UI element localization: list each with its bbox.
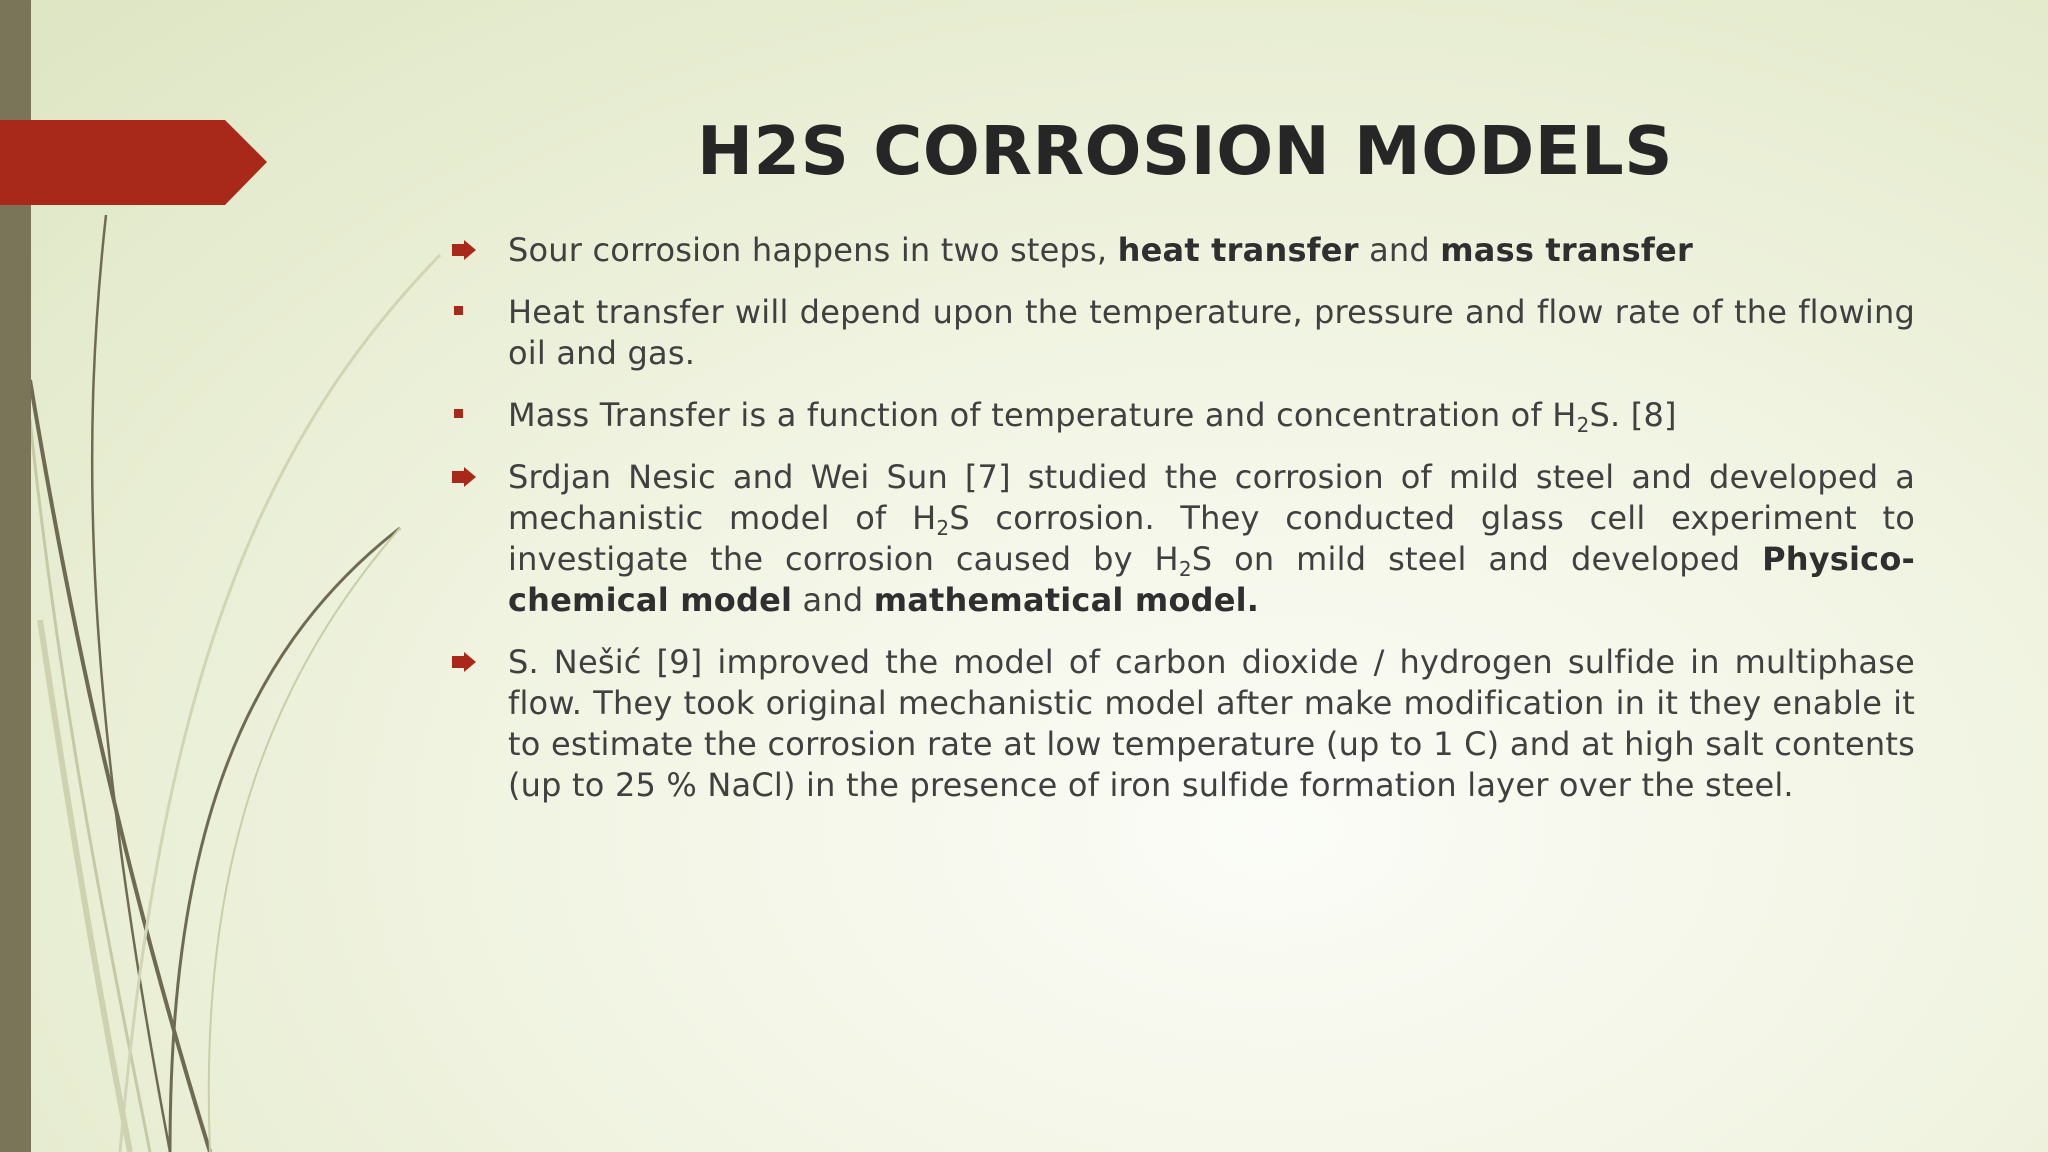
slide-title: H2S CORROSION MODELS bbox=[696, 112, 1674, 190]
subscript-text: 2 bbox=[1178, 557, 1192, 581]
bullet-text bbox=[508, 457, 1915, 621]
bold-text: Physico-chemical model bbox=[508, 540, 1916, 619]
bullet-item bbox=[450, 395, 1915, 436]
bullet-text bbox=[508, 292, 1915, 374]
bullet-text bbox=[508, 230, 1915, 271]
subscript-text: 2 bbox=[1576, 413, 1590, 437]
arrow-bullet-icon bbox=[450, 239, 478, 261]
bold-text: mathematical model. bbox=[873, 581, 1260, 619]
arrow-bullet-icon bbox=[450, 466, 478, 488]
square-bullet-icon bbox=[454, 409, 463, 418]
text-segment: S on mild steel and developed bbox=[1191, 540, 1763, 578]
bullet-text bbox=[508, 395, 1915, 436]
bullet-item bbox=[450, 457, 1915, 621]
bullet-item bbox=[450, 642, 1915, 806]
bullet-item bbox=[450, 292, 1915, 374]
text-segment: and bbox=[1358, 231, 1441, 269]
text-segment: Srdjan Nesic and Wei Sun [7] studied the corrosion of mild steel and developed a mechanistic model of H bbox=[508, 458, 1915, 537]
text-segment: and bbox=[792, 581, 874, 619]
text-segment: Heat transfer will depend upon the temperature, pressure and flow rate of the flowing oil and gas. bbox=[508, 293, 1915, 372]
bullet-list bbox=[450, 230, 1915, 827]
text-segment: S. [8] bbox=[1589, 396, 1677, 434]
red-arrow-tab bbox=[0, 0, 280, 210]
text-segment: S corrosion. They conducted glass cell experiment to investigate the corrosion caused by H bbox=[508, 499, 1915, 578]
square-bullet-icon bbox=[454, 306, 463, 315]
subscript-text: 2 bbox=[936, 516, 950, 540]
bullet-item bbox=[450, 230, 1915, 271]
arrow-bullet-icon bbox=[450, 651, 478, 673]
text-segment: Sour corrosion happens in two steps, bbox=[508, 231, 1118, 269]
text-segment: Mass Transfer is a function of temperature and concentration of H bbox=[508, 396, 1577, 434]
bold-text: mass transfer bbox=[1440, 231, 1693, 269]
text-segment: S. Nešić [9] improved the model of carbon dioxide / hydrogen sulfide in multiphase flow. They took original mechanistic model after make modification in it they enable it to estimate the corrosion rate at low temperature (up to 1 C) and at high salt contents (up to 25 % NaCl) in the presence of iron sulfide formation layer over the steel. bbox=[508, 643, 1915, 804]
bold-text: heat transfer bbox=[1117, 231, 1359, 269]
bullet-text bbox=[508, 642, 1915, 806]
